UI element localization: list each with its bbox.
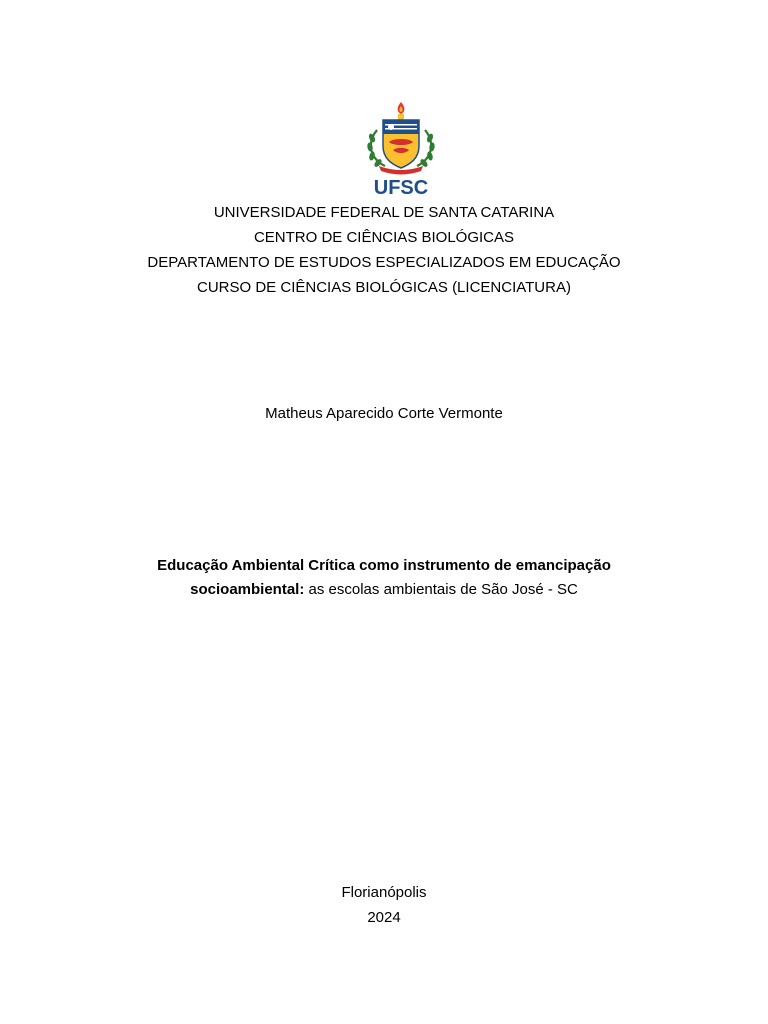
- university-name: UNIVERSIDADE FEDERAL DE SANTA CATARINA: [213, 204, 555, 221]
- work-title-line-2: [0, 581, 768, 599]
- department-name: DEPARTAMENTO DE ESTUDOS ESPECIALIZADOS EM EDUCAÇÃO: [147, 254, 621, 271]
- year: 2024: [367, 909, 401, 926]
- course-name: CURSO DE CIÊNCIAS BIOLÓGICAS (LICENCIATURA): [197, 279, 571, 296]
- work-title-line-2-bold: socioambiental:: [190, 581, 305, 598]
- ufsc-logo: [359, 100, 443, 198]
- work-title-line-1: Educação Ambiental Crítica como instrumento de emancipação: [157, 557, 611, 574]
- work-subtitle: as escolas ambientais de São José - SC: [304, 581, 578, 598]
- city: Florianópolis: [341, 884, 427, 901]
- center-name: CENTRO DE CIÊNCIAS BIOLÓGICAS: [253, 229, 515, 246]
- ufsc-coat-of-arms-icon: [359, 100, 443, 198]
- ufsc-wordmark: UFSC: [373, 177, 429, 198]
- author-name: Matheus Aparecido Corte Vermonte: [265, 405, 503, 422]
